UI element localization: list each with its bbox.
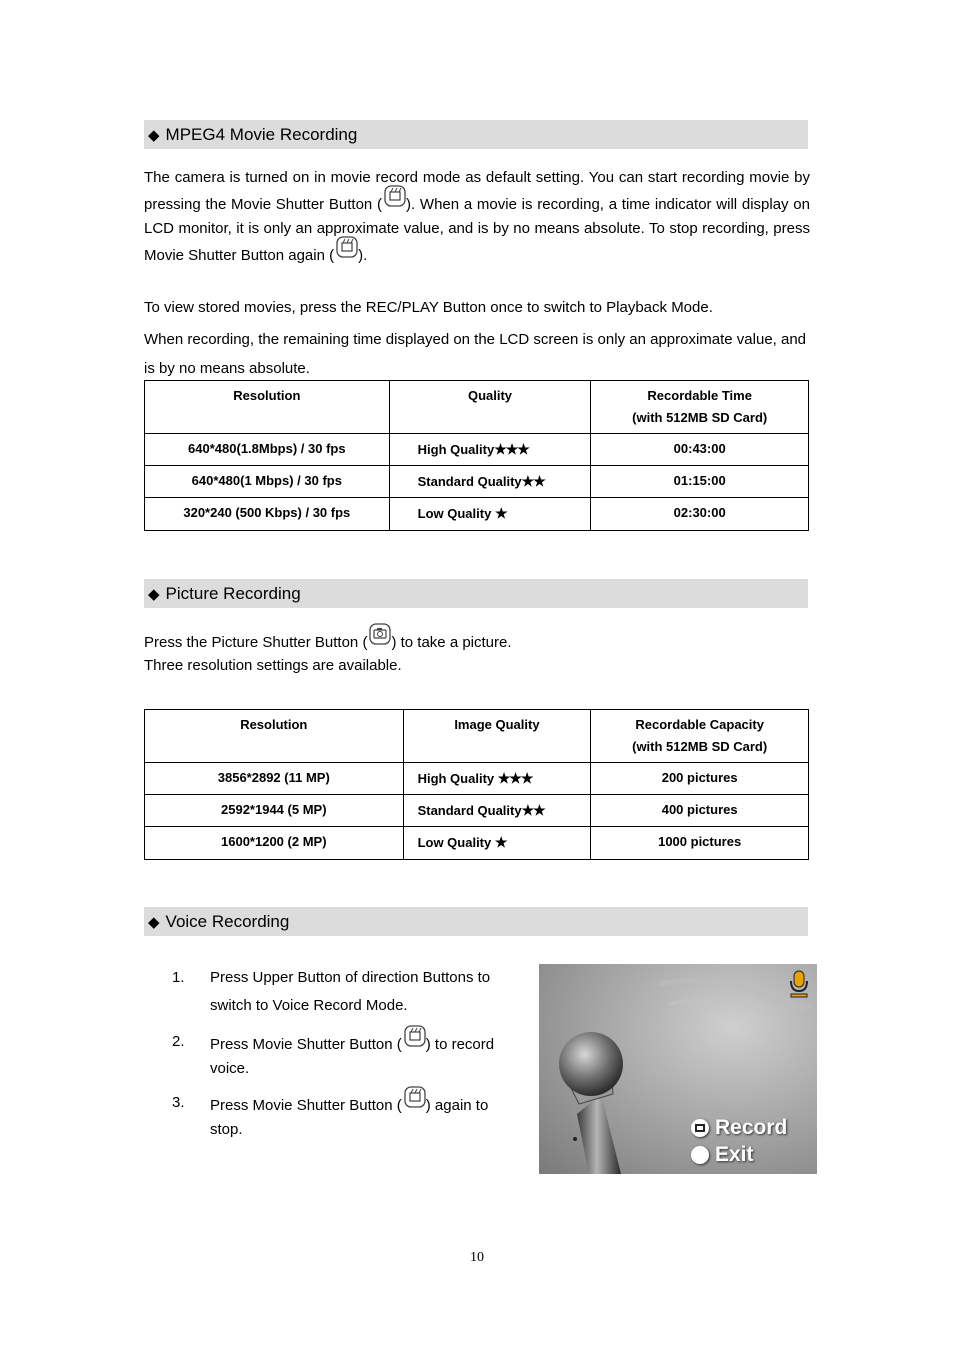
quality-cell: High Quality ★★★ [403, 763, 591, 795]
header-resolution: Resolution [145, 381, 390, 434]
movie-shutter-icon [335, 241, 357, 263]
resolution-cell: 3856*2892 (11 MP) [145, 763, 404, 795]
movie-intro-paragraph: The camera is turned on in movie record mode as default setting. You can start recording movie by pressing the Movie Shutter Button ( ). When a movie is recording, a time indicator will display on LCD monitor, it is only an approximate value, and is by no means absolute. To stop recording, press Movie Shutter Button again ( ). [144, 169, 810, 264]
quality-cell: Low Quality ★ [389, 498, 591, 531]
table-row [145, 466, 809, 498]
exit-button-icon [691, 1146, 709, 1164]
microphone-icon [788, 969, 810, 999]
resolution-cell: 640*480(1 Mbps) / 30 fps [145, 466, 390, 498]
list-item: 2. Press Movie Shutter Button ( ) to record voice. [172, 1030, 512, 1081]
movie-shutter-icon [383, 190, 405, 212]
voice-record-screen-image [539, 964, 817, 1174]
star-rating-icon: ★ [494, 834, 507, 850]
star-rating-icon: ★ [494, 505, 507, 521]
capacity-cell: 1000 pictures [591, 827, 809, 860]
header-image-quality: Image Quality [403, 710, 591, 763]
star-rating-icon: ★★★ [494, 441, 529, 457]
list-item: 1. Press Upper Button of direction Buttons to switch to Voice Record Mode. [172, 969, 491, 1014]
movie-playback-paragraph: To view stored movies, press the REC/PLAY Button once to switch to Playback Mode. [144, 299, 713, 316]
quality-cell: Standard Quality★★ [403, 795, 591, 827]
exit-option: Exit [691, 1141, 787, 1168]
table-row [145, 763, 809, 795]
time-cell: 00:43:00 [591, 434, 809, 466]
record-option: Record [691, 1114, 787, 1141]
table-header-row [145, 710, 809, 763]
resolution-cell: 2592*1944 (5 MP) [145, 795, 404, 827]
picture-shutter-paragraph: Press the Picture Shutter Button ( ) to take a picture. [144, 628, 810, 655]
movie-remaining-time-paragraph: When recording, the remaining time displayed on the LCD screen is only an approximate value, and is by no means absolute. [144, 331, 807, 377]
resolution-cell: 1600*1200 (2 MP) [145, 827, 404, 860]
capacity-cell: 200 pictures [591, 763, 809, 795]
movie-shutter-icon [403, 1091, 425, 1113]
table-header-row [145, 381, 809, 434]
diamond-icon: ◆ [148, 127, 160, 144]
star-rating-icon: ★★ [521, 473, 545, 489]
table-row [145, 827, 809, 860]
quality-cell: Standard Quality★★ [389, 466, 591, 498]
time-cell: 01:15:00 [591, 466, 809, 498]
star-rating-icon: ★★ [521, 802, 545, 818]
voice-mode-menu [691, 1114, 787, 1168]
time-cell: 02:30:00 [591, 498, 809, 531]
table-row [145, 498, 809, 531]
section-heading-movie: ◆ MPEG4 Movie Recording [144, 120, 808, 149]
camera-shutter-icon [368, 628, 390, 650]
diamond-icon: ◆ [148, 914, 160, 931]
capacity-cell: 400 pictures [591, 795, 809, 827]
voice-steps-list [172, 964, 512, 1152]
star-rating-icon: ★★★ [497, 770, 533, 786]
table-row [145, 795, 809, 827]
header-recordable-time: Recordable Time (with 512MB SD Card) [591, 381, 809, 434]
diamond-icon: ◆ [148, 586, 160, 603]
picture-settings-paragraph: Three resolution settings are available. [144, 657, 402, 674]
header-quality: Quality [389, 381, 591, 434]
page-number: 10 [470, 1250, 484, 1265]
section-heading-picture: ◆ Picture Recording [144, 579, 808, 608]
table-row [145, 434, 809, 466]
list-item: 3. Press Movie Shutter Button ( ) again to stop. [172, 1091, 512, 1142]
movie-resolution-table [144, 380, 809, 531]
resolution-cell: 320*240 (500 Kbps) / 30 fps [145, 498, 390, 531]
resolution-cell: 640*480(1.8Mbps) / 30 fps [145, 434, 390, 466]
header-resolution: Resolution [145, 710, 404, 763]
record-button-icon [691, 1119, 709, 1137]
movie-shutter-icon [403, 1030, 425, 1052]
section-heading-voice: ◆ Voice Recording [144, 907, 808, 936]
quality-cell: Low Quality ★ [403, 827, 591, 860]
header-recordable-capacity: Recordable Capacity (with 512MB SD Card) [591, 710, 809, 763]
picture-resolution-table [144, 709, 809, 860]
quality-cell: High Quality★★★ [389, 434, 591, 466]
